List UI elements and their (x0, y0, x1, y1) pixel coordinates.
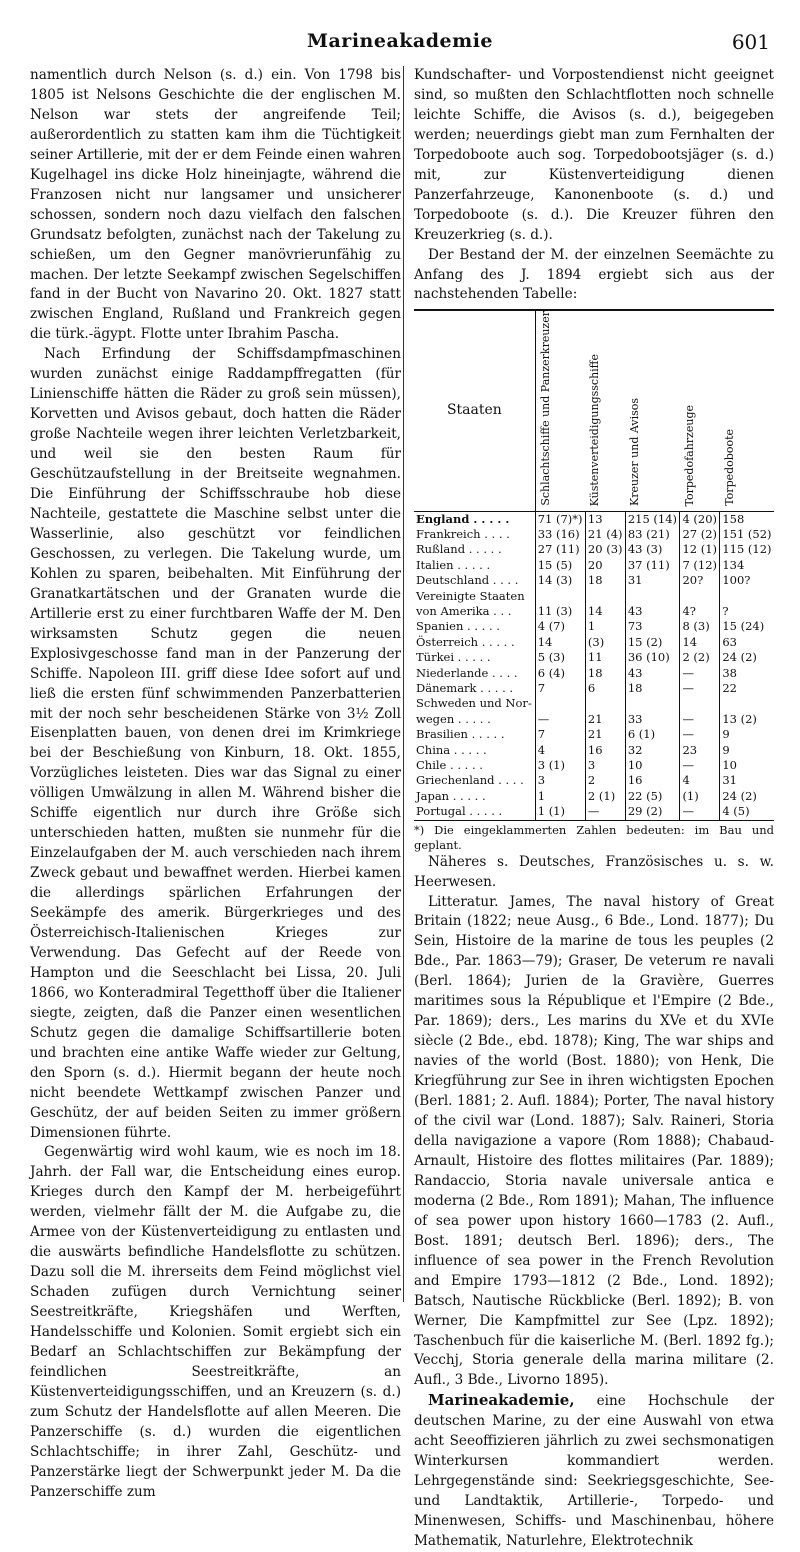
table-cell-value (625, 589, 680, 604)
table-cell-value: 7 (535, 727, 585, 742)
table-cell-value: 4 (535, 743, 585, 758)
table-cell-value (585, 589, 625, 604)
table-cell-value (585, 696, 625, 711)
table-cell-value: 2 (1) (585, 789, 625, 804)
page-number: 601 (731, 30, 770, 54)
table-cell-value: (3) (585, 635, 625, 650)
table-row (414, 527, 774, 542)
table-cell-value: 31 (625, 573, 680, 588)
table-cell-country: Vereinigte Staaten (414, 589, 535, 604)
table-cell-country: Japan . . . . . (414, 789, 535, 804)
table-cell-value: 12 (1) (680, 542, 720, 557)
table-cell-value: — (585, 804, 625, 819)
column-header-staaten: Staaten (414, 311, 535, 511)
table-cell-value: 31 (722, 773, 737, 788)
table-cell-country: Österreich . . . . . (414, 635, 535, 650)
table-cell-value: 14 (3) (535, 573, 585, 588)
table-cell-value: 1 (1) (535, 804, 585, 819)
table-cell-country: Türkei . . . . . (414, 650, 535, 665)
table-row (414, 681, 774, 696)
column-header-torpedoboote (720, 311, 774, 511)
table-cell-value: 134 (722, 557, 745, 572)
table-cell-country: Brasilien . . . . . (414, 727, 535, 742)
column-header-kuestenverteidigung (585, 311, 625, 511)
table-cell-country: von Amerika . . . (414, 604, 535, 619)
table-cell-value: — (680, 666, 720, 681)
table-footnote: *) Die eingeklammerten Zahlen bedeuten: im Bau und geplant. (414, 822, 774, 852)
table-cell-country: Chile . . . . . (414, 758, 535, 773)
column-header-kreuzer (625, 311, 680, 511)
table-cell-country: Frankreich . . . . (414, 527, 535, 542)
table-cell-country: wegen . . . . . (414, 712, 535, 727)
table-cell-value: 4 (20) (680, 511, 720, 527)
table-row (414, 542, 774, 557)
table-cell-value: 3 (585, 758, 625, 773)
table-row (414, 804, 774, 819)
paragraph-dampfmaschinen: Nach Erfindung der Schiffsdampfmaschinen wurden zunächst einige Raddampffregatten (für Linienschiffe hätten die Räder zu groß sein müssen), Korvetten und Avisos gebaut, doch hatten die Räder große Nachteile wegen ihrer leichten Verletzbarkeit, und weil sie den besten Raum für Geschützaufstellung in der Breitseite wegnahmen. Die Einführung der Schiffsschraube hob diese Nachteile, gestattete die Maschine selbst unter die Wasserlinie, also geschützt vor feindlichen Geschossen, zu verlegen. Die Takelung wurde, um Kohlen zu sparen, beibehalten. Mit Einführung der Granatkartätschen und der Granaten wurde die Artillerie erst zu einer furchtbaren Waffe der M. Den wirksamsten Schutz gegen die neuen Explosivgeschosse fand man in der Panzerung der Schiffe. Napoleon III. griff diese Idee sofort auf und ließ die ersten fünf schwimmenden Panzerbatterien mit der noch sehr bescheidenen Stärke von 3½ Zoll Eisenplatten bauen, von denen drei im Krimkriege bei der Beschießung von Kinburn, 18. Okt. 1855, Vorzügliches leisteten. Dies war das Signal zu einer völligen Umwälzung in allen M. Während bisher die Schiffe eigentlich nur durch ihre Größe sich unterschieden hatten, mußten sie nunmehr für die Einzelaufgaben der M. auch verschieden nach ihrem Zweck gebaut und bewaffnet werden. Hierbei kamen die allerdings spärlichen Erfahrungen der Seekämpfe des amerik. Bürgerkrieges und des Österreichisch-Italienischen Krieges zur Verwendung. Das Gefecht auf der Reede von Hampton und die Seeschlacht bei Lissa, 20. Juli 1866, wo Konteradmiral Tegetthoff über die Italiener siegte, zeigten, daß die Panzer einen wesentlichen Schutz gegen die damalige Schiffsartillerie boten und brachten eine antike Waffe wieder zur Geltung, den Sporn (s. d.). Hiermit begann der heute noch nicht beendete Wettkampf zwischen Panzer und Geschütz, der auf beiden Seiten zu immer größern Dimensionen führte. (30, 346, 401, 1141)
table-cell-value: 22 (722, 680, 737, 695)
table-cell-value (720, 589, 774, 604)
table-cell-value: 20? (680, 573, 720, 588)
table-cell-value: 21 (585, 712, 625, 727)
table-cell-value: 33 (16) (535, 527, 585, 542)
right-column (403, 66, 774, 1550)
table-cell-country: Griechenland . . . . (414, 773, 535, 788)
fleet-table-wrapper (414, 309, 774, 820)
column-header-torpedoboote-label: Torpedoboote (722, 429, 736, 507)
table-cell-value: 37 (11) (625, 558, 680, 573)
table-cell-value: 4? (680, 604, 720, 619)
table-cell-value: 14 (585, 604, 625, 619)
table-row (414, 773, 774, 788)
table-cell-value: 158 (722, 511, 745, 526)
column-header-torpedofahrzeuge (680, 311, 720, 511)
paragraph-bestand: Der Bestand der M. der einzelnen Seemächte zu Anfang des J. 1894 ergiebt sich aus der nachstehenden Tabelle: (414, 246, 774, 303)
table-row (414, 589, 774, 604)
table-cell-value: 18 (585, 666, 625, 681)
table-cell-value: 215 (14) (625, 511, 680, 527)
table-cell-value: — (680, 681, 720, 696)
table-cell-country: Dänemark . . . . . (414, 681, 535, 696)
table-cell-value: 14 (535, 635, 585, 650)
paragraph-gegenwaertig: Gegenwärtig wird wohl kaum, wie es noch im 18. Jahrh. der Fall war, die Entscheidung eines europ. Krieges durch den Kampf der M. herbeigeführt werden, vielmehr fällt der M. die Aufgabe zu, die Armee von der Küstenverteidigung zu entlasten und die auswärts befindliche Handelsflotte zu schützen. Dazu soll die M. ihrerseits dem Feind möglichst viel Schaden zufügen durch Vernichtung seiner Seestreitkräfte, Kriegshäfen und Werften, Handelsschiffe und Kolonien. Somit ergiebt sich ein Bedarf an Schlachtschiffen zur Bekämpfung der feindlichen Seestreitkräfte, an Küstenverteidigungsschiffen, und an Kreuzern (s. d.) zum Schutz der Handelsflotte auf allen Meeren. Die Panzerschiffe (s. d.) wurden die eigentlichen Schlachtschiffe; in ihrer Zahl, Geschütz- und Panzerstärke liegt der Schwerpunkt jeder M. Da die Panzerschiffe zum (30, 1144, 401, 1500)
table-cell-value: 83 (21) (625, 527, 680, 542)
entry-lemma: Marineakademie, (428, 1391, 575, 1410)
table-cell-country: England . . . . . (414, 511, 535, 527)
table-cell-value: 10 (625, 758, 680, 773)
table-row (414, 511, 774, 527)
table-row (414, 635, 774, 650)
table-cell-value: 18 (585, 573, 625, 588)
table-row (414, 573, 774, 588)
table-row (414, 666, 774, 681)
table-row (414, 558, 774, 573)
table-cell-value: 71 (7)*) (535, 511, 585, 527)
table-cell-country: Portugal . . . . . (414, 804, 535, 819)
table-cell-value: 115 (12) (722, 542, 772, 557)
table-cell-value: 100? (722, 573, 751, 588)
table-cell-value: 4 (7) (535, 619, 585, 634)
left-column (30, 66, 401, 1500)
table-cell-value: 23 (680, 743, 720, 758)
table-cell-country: Rußland . . . . . (414, 542, 535, 557)
table-cell-value: 5 (3) (535, 650, 585, 665)
table-cell-value (680, 589, 720, 604)
table-cell-value: 8 (3) (680, 619, 720, 634)
table-cell-value: 3 (1) (535, 758, 585, 773)
table-cell-value: 22 (5) (625, 789, 680, 804)
table-cell-value (625, 696, 680, 711)
table-cell-value: 32 (625, 743, 680, 758)
column-header-kuestenverteidigung-label: Küstenverteidigungsschiffe (588, 353, 602, 507)
entry-text: eine Hochschule der deutschen Marine, zu der eine Auswahl von etwa acht Seeoffizieren jährlich zu zwei sechsmonatigen Winterkursen kommandiert werden. Lehrgegenstände sind: Seekriegsgeschichte, See- und Landtaktik, Artillerie-, Torpedo- und Minenwesen, Schiffs- und Maschinenbau, höhere Mathematik, Naturlehre, Elektrotechnik (414, 1393, 774, 1550)
table-cell-value: 21 (585, 727, 625, 742)
table-cell-value: 4 (680, 773, 720, 788)
table-cell-value: 9 (722, 727, 730, 742)
table-cell-value: (1) (680, 789, 720, 804)
table-row (414, 789, 774, 804)
table-cell-value: — (680, 727, 720, 742)
table-cell-value: 10 (722, 758, 737, 772)
table-cell-value: 38 (722, 665, 737, 680)
fleet-table (414, 311, 774, 819)
table-cell-value: 27 (2) (680, 527, 720, 542)
table-cell-value: 15 (5) (535, 558, 585, 573)
table-cell-country: Spanien . . . . . (414, 619, 535, 634)
table-cell-value: 9 (722, 742, 730, 757)
table-row (414, 650, 774, 665)
table-row (414, 696, 774, 711)
table-cell-value: 18 (625, 681, 680, 696)
table-row (414, 743, 774, 758)
table-cell-value: 16 (585, 743, 625, 758)
table-cell-value: 1 (585, 619, 625, 634)
table-cell-value: 6 (4) (535, 666, 585, 681)
table-cell-value: 4 (5) (722, 804, 750, 819)
table-cell-value: 20 (3) (585, 542, 625, 557)
table-cell-country: China . . . . . (414, 743, 535, 758)
table-cell-value (720, 696, 774, 711)
table-cell-value: 13 (2) (722, 711, 757, 726)
table-cell-value (535, 696, 585, 711)
column-header-kreuzer-label: Kreuzer und Avisos (628, 398, 642, 507)
column-header-schlachtschiffe-label: Schlachtschiffe und Panzerkreuzer (538, 311, 552, 507)
table-cell-value: 36 (10) (625, 650, 680, 665)
table-row (414, 619, 774, 634)
table-cell-value: 7 (12) (680, 558, 720, 573)
table-row (414, 758, 774, 773)
table-cell-value: 15 (24) (722, 619, 765, 634)
table-cell-value: 43 (3) (625, 542, 680, 557)
table-cell-value: 6 (1) (625, 727, 680, 742)
table-cell-value: 2 (585, 773, 625, 788)
table-cell-value: 14 (680, 635, 720, 650)
table-cell-value: 21 (4) (585, 527, 625, 542)
table-row (414, 727, 774, 742)
table-cell-value: 15 (2) (625, 635, 680, 650)
table-cell-value: — (680, 758, 720, 773)
paragraph-litteratur: Litteratur. James, The naval history of Great Britain (1822; neue Ausg., 6 Bde., Lond. 1877); Du Sein, Histoire de la marine de tous les peuples (2 Bde., Par. 1863—79); Graser, De veterum re navali (Berl. 1864); Jurien de la Gravière, Guerres maritimes sous la République et l'Empire (2 Bde., Par. 1869); ders., Les marins du XVe et du XVIe siècle (2 Bde., ebd. 1878); King, The war ships and navies of the world (Bost. 1880); von Henk, Die Kriegführung zur See in ihren wichtigsten Epochen (Berl. 1881; 2. Aufl. 1884); Porter, The naval history of the civil war (Lond. 1887); Salv. Raineri, Storia della navigazione a vapore (Rom 1888); Chabaud-Arnault, Histoire des flottes militaires (Par. 1889); Randaccio, Storia navale universale antica e moderna (2 Bde., Rom 1891); Mahan, The influence of sea power upon history 1660—1783 (2. Aufl., Bost. 1891; deutsch Berl. 1896); ders., The influence of sea power in the French Revolution and Empire 1793—1812 (2 Bde., Lond. 1892); Batsch, Nautische Rückblicke (Berl. 1892); B. von Werner, Die Kampfmittel zur See (Lpz. 1892); Taschenbuch für die kaiserliche M. (Berl. 1892 fg.); Vecchj, Storia generale della marina militare (2. Aufl., 3 Bde., Livorno 1895). (414, 893, 774, 1389)
table-cell-value: ? (722, 603, 729, 618)
table-cell-value: 33 (625, 712, 680, 727)
page-header (30, 0, 770, 64)
table-cell-value: 16 (625, 773, 680, 788)
table-cell-country: Niederlande . . . . (414, 666, 535, 681)
table-cell-value (535, 589, 585, 604)
table-cell-value: 3 (535, 773, 585, 788)
table-cell-value: 43 (625, 666, 680, 681)
table-cell-value: — (680, 804, 720, 819)
column-header-torpedofahrzeuge-label: Torpedofahrzeuge (682, 404, 696, 507)
table-cell-value: — (680, 712, 720, 727)
table-cell-value: 24 (2) (722, 650, 757, 665)
paragraph-kundschafter: Kundschafter- und Vorpostendienst nicht geeignet sind, so mußten den Schlachtflotten noch schnelle leichte Schiffe, die Avisos (s. d.), beigegeben werden; neuerdings giebt man zum Fernhalten der Torpedoboote auch sog. Torpedobootsjäger (s. d.) mit, zur Küstenverteidigung dienen Panzerfahrzeuge, Kanonenboote (s. d.) und Torpedoboote (s. d.). Die Kreuzer führen den Kreuzerkrieg (s. d.). (414, 67, 774, 243)
table-cell-value: 2 (2) (680, 650, 720, 665)
table-cell-value: — (535, 712, 585, 727)
table-row (414, 604, 774, 619)
table-cell-value: 151 (52) (722, 526, 772, 541)
table-cell-value: 27 (11) (535, 542, 585, 557)
table-cell-value: 63 (722, 634, 737, 649)
table-cell-value: 1 (535, 789, 585, 804)
table-cell-value (680, 696, 720, 711)
entry-marineakademie (414, 1391, 774, 1552)
running-title: Marineakademie (306, 30, 494, 52)
table-cell-value: 43 (625, 604, 680, 619)
table-cell-value: 24 (2) (722, 788, 757, 803)
paragraph-naeheres: Näheres s. Deutsches, Französisches u. s. w. Heerwesen. (414, 853, 774, 890)
column-header-schlachtschiffe (535, 311, 585, 511)
table-row (414, 712, 774, 727)
table-cell-country: Italien . . . . . (414, 558, 535, 573)
table-cell-value: 11 (3) (535, 604, 585, 619)
table-cell-country: Schweden und Nor- (414, 696, 535, 711)
table-cell-value: 11 (585, 650, 625, 665)
table-cell-value: 7 (535, 681, 585, 696)
table-cell-value: 20 (585, 558, 625, 573)
table-cell-country: Deutschland . . . . (414, 573, 535, 588)
table-cell-value: 73 (625, 619, 680, 634)
fleet-table-body (414, 511, 774, 820)
table-cell-value: 29 (2) (625, 804, 680, 819)
paragraph-nelson: namentlich durch Nelson (s. d.) ein. Von 1798 bis 1805 ist Nelsons Geschichte die der englischen M. Nelson war stets der angreifende Teil; außerordentlich zu statten kam ihm die Tüchtigkeit seiner Artillerie, mit der er dem Feinde einen wahren Kugelhagel ins dicke Holz hineinjagte, während die Franzosen nicht nur langsamer und unsicherer schossen, sondern noch dazu vielfach den falschen Grundsatz befolgten, zunächst nach der Takelung zu schießen, um den Gegner manövrierunfähig zu machen. Der letzte Seekampf zwischen Segelschiffen fand in der Bucht von Navarino 20. Okt. 1827 statt zwischen England, Rußland und Frankreich gegen die türk.-ägypt. Flotte unter Ibrahim Pascha. (30, 67, 401, 343)
table-cell-value: 13 (585, 511, 625, 527)
table-header-row (414, 311, 774, 511)
table-cell-value: 6 (585, 681, 625, 696)
